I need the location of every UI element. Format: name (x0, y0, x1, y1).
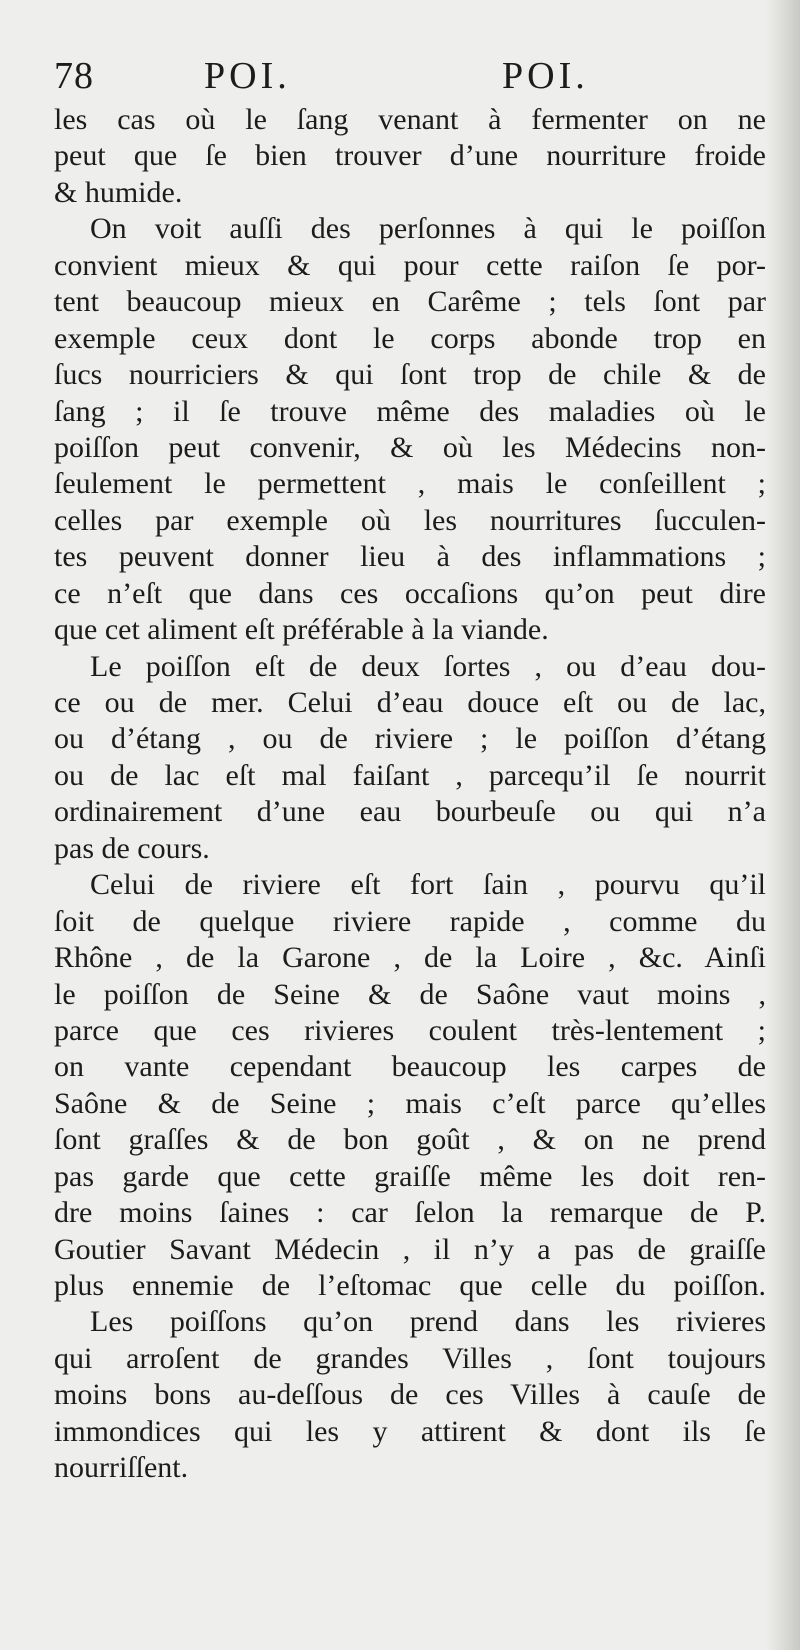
text-line: On voit auſſi des perſonnes à qui le poiſſon (90, 212, 766, 246)
text-line: plus ennemie de l’eſtomac que celle du poiſſon. (54, 1269, 766, 1302)
page-gutter-shadow (766, 0, 800, 1650)
text-line: ſont graſſes & de bon goût , & on ne prend (54, 1123, 766, 1157)
running-head-right: POI. (502, 55, 589, 97)
text-line: ſucs nourriciers & qui ſont trop de chile & de (54, 358, 766, 392)
text-line: immondices qui les y attirent & dont ils ſe (54, 1414, 766, 1448)
text-line: Celui de riviere eſt fort ſain , pourvu qu’il (90, 868, 766, 902)
text-line: pas garde que cette graiſſe même les doit ren- (54, 1159, 766, 1193)
text-line: poiſſon peut convenir, & où les Médecins non- (54, 430, 766, 464)
text-line: peut que ſe bien trouver d’une nourriture froide (54, 139, 766, 173)
text-line: celles par exemple où les nourritures ſucculen- (54, 503, 766, 537)
text-line: ſeulement le permettent , mais le conſeillent ; (54, 467, 766, 501)
text-line: tes peuvent donner lieu à des inflammations ; (54, 540, 766, 574)
text-line: parce que ces rivieres coulent très-lentement ; (54, 1013, 766, 1047)
text-line: ou d’étang , ou de riviere ; le poiſſon d’étang (54, 722, 766, 756)
text-line: ce ou de mer. Celui d’eau douce eſt ou de lac, (54, 686, 766, 719)
text-line: dre moins ſaines : car ſelon la remarque de P. (54, 1196, 766, 1230)
text-line: convient mieux & qui pour cette raiſon ſe por- (54, 248, 766, 282)
text-line: tent beaucoup mieux en Carême ; tels ſont par (54, 285, 766, 319)
page-header (54, 46, 746, 106)
text-line: que cet aliment eſt préférable à la viande. (54, 613, 549, 647)
text-line: & humide. (54, 175, 183, 209)
text-line: Rhône , de la Garone , de la Loire , &c. Ainſi (54, 941, 766, 975)
text-line: exemple ceux dont le corps abonde trop en (54, 321, 766, 355)
text-line: le poiſſon de Seine & de Saône vaut moins , (54, 977, 766, 1011)
text-line: Le poiſſon eſt de deux ſortes , ou d’eau dou- (90, 649, 766, 683)
text-line: pas de cours. (54, 831, 210, 865)
text-line: on vante cependant beaucoup les carpes de (54, 1050, 766, 1084)
text-line: les cas où le ſang venant à fermenter on ne (54, 103, 766, 136)
body-text (54, 102, 766, 1487)
running-head-left: POI. (204, 55, 291, 97)
text-line: moins bons au-deſſous de ces Villes à cauſe de (54, 1378, 766, 1412)
text-line: ſang ; il ſe trouve même des maladies où le (54, 394, 766, 428)
text-line: nourriſſent. (54, 1451, 189, 1485)
text-line: Les poiſſons qu’on prend dans les rivieres (90, 1305, 766, 1339)
text-line: ou de lac eſt mal faiſant , parcequ’il ſe nourrit (54, 758, 766, 792)
text-line: Goutier Savant Médecin , il n’y a pas de graiſſe (54, 1232, 766, 1266)
page-number: 78 (54, 55, 94, 97)
text-line: ordinairement d’une eau bourbeuſe ou qui n’a (54, 795, 766, 829)
text-line: ce n’eſt que dans ces occaſions qu’on peut dire (54, 576, 766, 610)
text-line: qui arroſent de grandes Villes , ſont toujours (54, 1341, 766, 1375)
text-line: Saône & de Seine ; mais c’eſt parce qu’elles (54, 1086, 766, 1120)
text-line: ſoit de quelque riviere rapide , comme du (54, 904, 766, 938)
